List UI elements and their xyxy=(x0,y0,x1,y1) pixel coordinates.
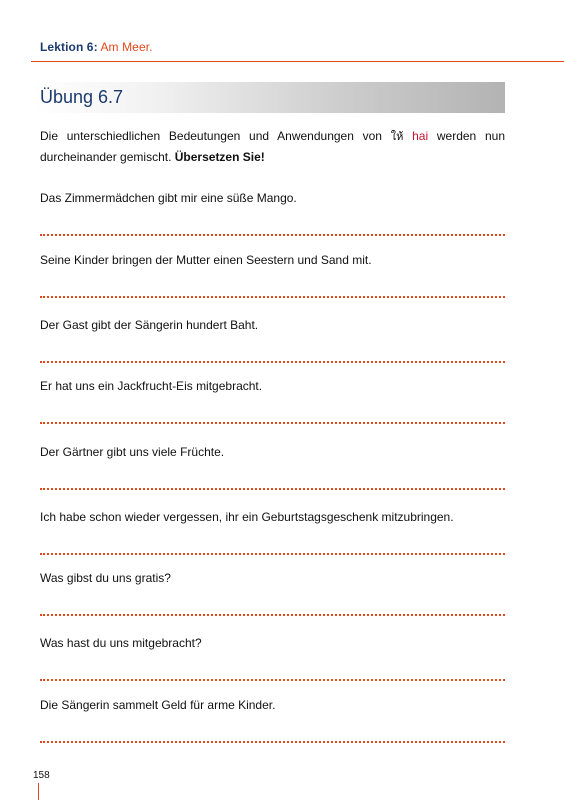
transliteration: hai xyxy=(412,129,429,143)
instructions-text-cont: werden nun durcheinander gemischt. xyxy=(40,129,505,164)
answer-line[interactable] xyxy=(40,296,505,298)
sentence: Er hat uns ein Jackfrucht-Eis mitgebracht. xyxy=(40,379,263,393)
answer-line[interactable] xyxy=(40,741,505,743)
answer-line[interactable] xyxy=(40,488,505,490)
answer-line[interactable] xyxy=(40,553,505,555)
exercise-title-bar xyxy=(32,82,505,113)
sentence: Die Sängerin sammelt Geld für arme Kinder. xyxy=(40,698,276,712)
sentence: Was hast du uns mitgebracht? xyxy=(40,636,202,650)
lesson-topic: Am Meer. xyxy=(100,40,153,54)
thai-word: ให้ xyxy=(390,130,404,143)
sentence: Der Gärtner gibt uns viele Früchte. xyxy=(40,445,225,459)
lesson-header xyxy=(40,40,153,54)
sentence: Was gibst du uns gratis? xyxy=(40,571,171,585)
answer-line[interactable] xyxy=(40,614,505,616)
sentence: Ich habe schon wieder vergessen, ihr ein Geburtstagsgeschenk mitzubringen. xyxy=(40,510,454,524)
sentence: Der Gast gibt der Sängerin hundert Baht. xyxy=(40,318,259,332)
page-marker xyxy=(38,783,39,800)
instructions-text: Die unterschiedlichen Bedeutungen und Anwendungen von xyxy=(40,129,391,143)
exercise-title: Übung 6.7 xyxy=(40,87,124,107)
instructions xyxy=(40,126,505,167)
page-number: 158 xyxy=(33,770,50,781)
instructions-command: Übersetzen Sie! xyxy=(174,150,265,164)
sentence: Das Zimmermädchen gibt mir eine süße Mango. xyxy=(40,191,297,205)
answer-line[interactable] xyxy=(40,422,505,424)
answer-line[interactable] xyxy=(40,361,505,363)
answer-line[interactable] xyxy=(40,679,505,681)
answer-line[interactable] xyxy=(40,234,505,236)
sentence: Seine Kinder bringen der Mutter einen Seestern und Sand mit. xyxy=(40,253,372,267)
lesson-label: Lektion 6: xyxy=(40,40,98,54)
header-divider xyxy=(31,61,564,62)
